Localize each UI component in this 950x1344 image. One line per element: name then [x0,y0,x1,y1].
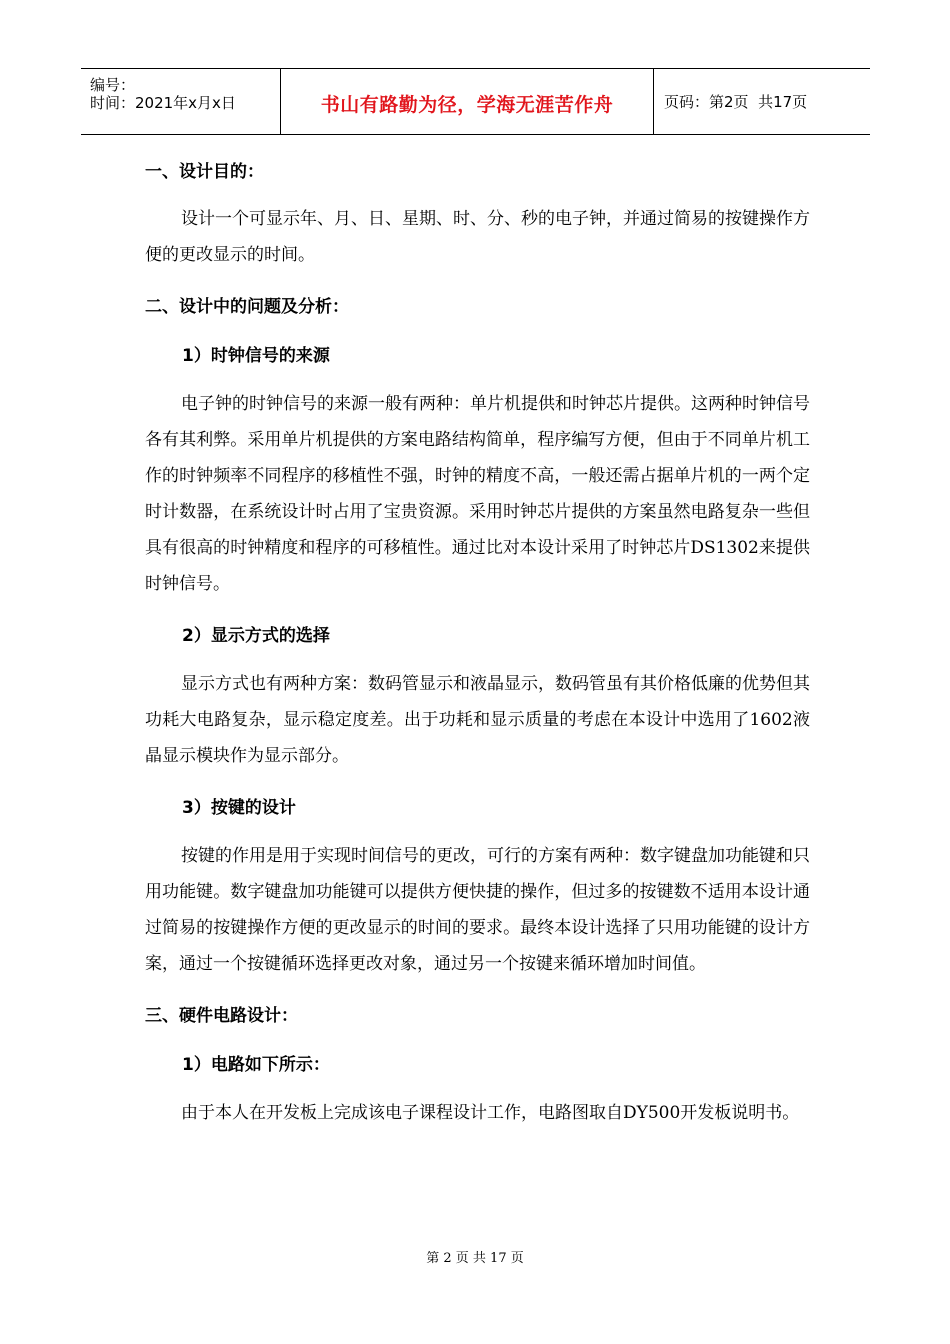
header-page-cell [654,69,870,134]
subsection-title-circuit: 1）电路如下所示： [182,1055,330,1075]
page-footer: 第 2 页 共 17 页 [426,1251,524,1266]
page-info: 页码：第2页 共17页 [664,93,808,111]
header-meta-cell [81,69,281,134]
document-body [145,150,810,1131]
motto-text: 书山有路勤为径，学海无涯苦作舟 [320,94,614,116]
number-label: 编号： [90,76,136,94]
paragraph-design-goal: 设计一个可显示年、月、日、星期、时、分、秒的电子钟，并通过简易的按键操作方便的更改显示的时间。 [145,209,810,265]
header-motto-cell [281,69,654,134]
paragraph-clock-source: 电子钟的时钟信号的来源一般有两种：单片机提供和时钟芯片提供。这两种时钟信号各有其利弊。采用单片机提供的方案电路结构简单，程序编写方便，但由于不同单片机工作的时钟频率不同程序的移植性不强，时钟的精度不高，一般还需占据单片机的一两个定时计数器，在系统设计时占用了宝贵资源。采用时钟芯片提供的方案虽然电路复杂一些但具有很高的时钟精度和程序的可移植性。通过比对本设计采用了时钟芯片DS1302来提供时钟信号。 [145,394,810,594]
page-header [81,68,870,135]
section-title-hardware: 三、硬件电路设计： [145,1006,298,1026]
paragraph-keys: 按键的作用是用于实现时间信号的更改，可行的方案有两种：数字键盘加功能键和只用功能键。数字键盘加功能键可以提供方便快捷的操作，但过多的按键数不适用本设计通过简易的按键操作方便的更改显示的时间的要求。最终本设计选择了只用功能键的设计方案，通过一个按键循环选择更改对象，通过另一个按键来循环增加时间值。 [145,846,810,974]
paragraph-circuit: 由于本人在开发板上完成该电子课程设计工作，电路图取自DY500开发板说明书。 [181,1103,800,1123]
subsection-title-display: 2）显示方式的选择 [182,626,330,646]
section-title-problems: 二、设计中的问题及分析： [145,297,349,317]
subsection-title-keys: 3）按键的设计 [182,798,296,818]
section-title-design-goal: 一、设计目的： [145,162,264,182]
subsection-title-clock-source: 1）时钟信号的来源 [182,346,330,366]
paragraph-display: 显示方式也有两种方案：数码管显示和液晶显示，数码管虽有其价格低廉的优势但其功耗大电路复杂，显示稳定度差。出于功耗和显示质量的考虑在本设计中选用了1602液晶显示模块作为显示部分。 [145,674,810,766]
time-label: 时间：2021年x月x日 [90,94,236,112]
